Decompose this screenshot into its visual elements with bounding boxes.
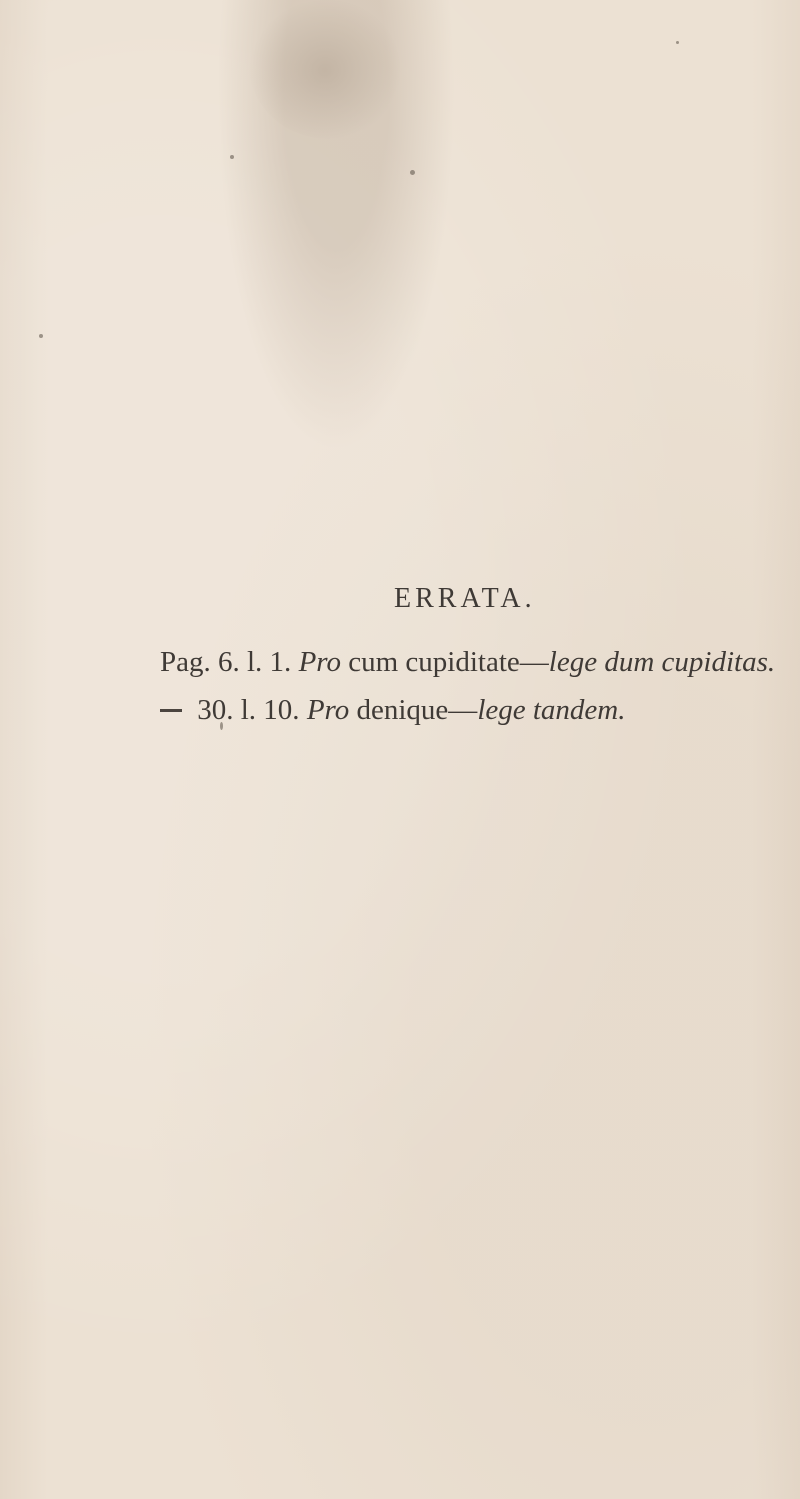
errata-entry-1-lege: lege bbox=[548, 646, 598, 678]
errata-entry-2-lege: lege bbox=[477, 694, 526, 726]
errata-entry-2 bbox=[160, 696, 626, 725]
errata-entry-1-prefix: Pag. 6. l. 1. bbox=[160, 646, 292, 678]
errata-entry-2-prefix: 30. l. 10. bbox=[197, 694, 300, 726]
paper-speck bbox=[39, 334, 43, 338]
paper-stain bbox=[237, 0, 413, 154]
errata-entry-1-emendation: dum cupiditas. bbox=[604, 646, 776, 678]
errata-entry-2-emendation: tandem. bbox=[532, 694, 626, 726]
errata-entry-1-text: cum cupiditate— bbox=[348, 646, 549, 678]
paper-speck bbox=[676, 41, 679, 44]
ditto-dash bbox=[160, 709, 182, 712]
errata-entry-1-pro: Pro bbox=[298, 646, 341, 678]
errata-entry-2-pro: Pro bbox=[306, 694, 350, 726]
errata-entry-2-text: denique— bbox=[356, 694, 478, 726]
errata-title: ERRATA. bbox=[394, 583, 536, 614]
errata-entry-1 bbox=[160, 648, 775, 677]
paper-speck bbox=[410, 170, 415, 175]
paper-speck bbox=[230, 155, 234, 159]
